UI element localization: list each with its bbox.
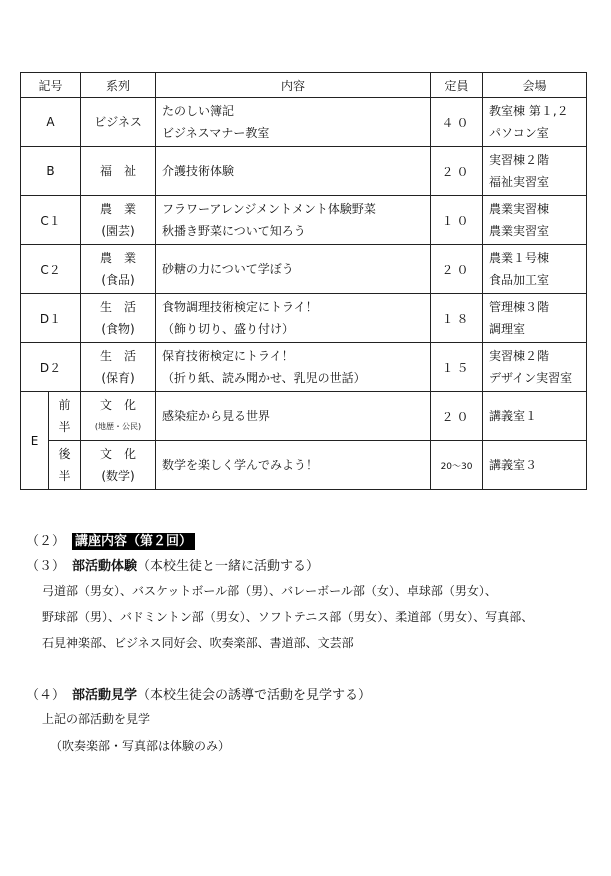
row-capacity: ２０ [431,147,483,196]
header-venue: 会場 [483,73,587,98]
row-capacity: ２０ [431,392,483,441]
row-venue: 実習棟２階 デザイン実習室 [483,343,587,392]
row-venue: 講義室３ [483,441,587,490]
row-id: E [21,392,49,490]
row-venue: 管理棟３階 調理室 [483,294,587,343]
row-id: D２ [21,343,81,392]
table-row [21,392,587,441]
table-row [21,147,587,196]
row-venue: 農業１号棟 食品加工室 [483,245,587,294]
section-title: 講座内容（第２回） [72,533,195,550]
row-content: 数学を楽しく学んでみよう！ [156,441,431,490]
row-series: 生 活 (食物) [81,294,156,343]
row-half-label: 後 半 [49,441,81,490]
table-row [21,245,587,294]
row-id: B [21,147,81,196]
row-content: たのしい簿記 ビジネスマナー教室 [156,98,431,147]
row-series: 生 活 (保育) [81,343,156,392]
row-capacity: １５ [431,343,483,392]
table-row [21,196,587,245]
row-series: 農 業 (園芸) [81,196,156,245]
section-3-heading [26,555,319,574]
observation-line: 上記の部活動を見学 [42,712,151,726]
row-series: 文 化 (地歴・公民) [81,392,156,441]
row-content: 食物調理技術検定にトライ！ （飾り切り、盛り付け） [156,294,431,343]
row-content: フラワーアレンジメントメント体験野菜 秋播き野菜について知ろう [156,196,431,245]
table-row [21,441,587,490]
row-id: C２ [21,245,81,294]
header-capacity: 定員 [431,73,483,98]
header-id: 記号 [21,73,81,98]
row-capacity: ４０ [431,98,483,147]
section-note: （本校生徒と一緒に活動する） [137,559,320,574]
table-row [21,343,587,392]
row-id: A [21,98,81,147]
header-content: 内容 [156,73,431,98]
row-id: C１ [21,196,81,245]
row-series: ビジネス [81,98,156,147]
row-series: 文 化 (数学) [81,441,156,490]
section-number: （４） [26,688,66,703]
table-row [21,98,587,147]
club-list-line: 野球部（男）、バドミントン部（男女）、ソフトテニス部（男女）、柔道部（男女）、写真部、 [42,610,534,624]
section-4-heading [26,684,371,703]
table-header-row [21,73,587,98]
row-capacity: １８ [431,294,483,343]
row-half-label: 前 半 [49,392,81,441]
section-2-heading [26,530,195,549]
row-capacity: ２０ [431,245,483,294]
row-series: 農 業 (食品) [81,245,156,294]
row-content: 保育技術検定にトライ！ （折り紙、読み聞かせ、乳児の世話） [156,343,431,392]
section-title: 部活動体験 [72,559,138,574]
row-venue: 実習棟２階 福祉実習室 [483,147,587,196]
row-venue: 教室棟 第１,２ パソコン室 [483,98,587,147]
header-series: 系列 [81,73,156,98]
course-table [20,72,587,490]
club-list-line: 石見神楽部、ビジネス同好会、吹奏楽部、書道部、文芸部 [42,636,354,650]
row-id: D１ [21,294,81,343]
section-number: （３） [26,559,66,574]
club-list-line: 弓道部（男女）、バスケットボール部（男）、バレーボール部（女）、卓球部（男女）、 [42,584,497,598]
section-note: （本校生徒会の誘導で活動を見学する） [137,688,372,703]
row-series: 福 祉 [81,147,156,196]
row-capacity: １０ [431,196,483,245]
row-content: 感染症から見る世界 [156,392,431,441]
section-title: 部活動見学 [72,688,138,703]
row-venue: 農業実習棟 農業実習室 [483,196,587,245]
row-venue: 講義室１ [483,392,587,441]
observation-line: （吹奏楽部・写真部は体験のみ） [50,739,231,753]
section-number: （２） [26,534,66,549]
row-content: 砂糖の力について学ぼう [156,245,431,294]
table-row [21,294,587,343]
row-capacity: 20〜30 [431,441,483,490]
row-content: 介護技術体験 [156,147,431,196]
